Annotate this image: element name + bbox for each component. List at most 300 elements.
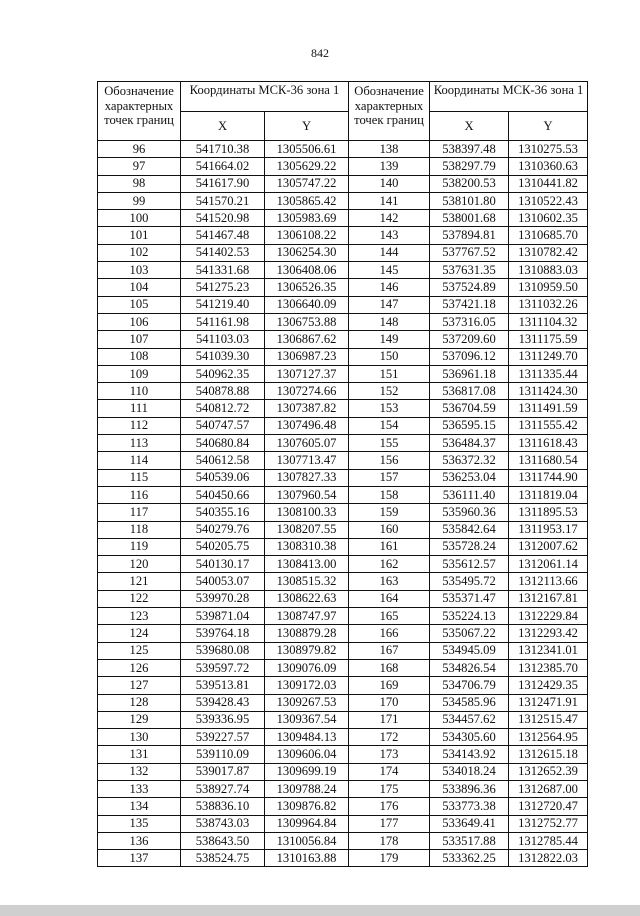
x-coordinate-right: 535371.47 (430, 590, 509, 607)
x-coordinate-left: 539680.08 (181, 642, 265, 659)
point-number-right: 161 (349, 538, 430, 555)
x-coordinate-left: 540812.72 (181, 400, 265, 417)
y-coordinate-left: 1306640.09 (265, 296, 349, 313)
x-coordinate-left: 541570.21 (181, 192, 265, 209)
point-number-right: 173 (349, 746, 430, 763)
y-coordinate-left: 1305865.42 (265, 192, 349, 209)
table-row (98, 313, 588, 330)
table-row (98, 538, 588, 555)
coordinates-header-right: Координаты МСК-36 зона 1 (430, 82, 588, 112)
table-row (98, 780, 588, 797)
x-coordinate-right: 536253.04 (430, 469, 509, 486)
x-coordinate-left: 541103.03 (181, 331, 265, 348)
y-coordinate-right: 1311953.17 (509, 521, 588, 538)
table-row (98, 486, 588, 503)
point-number-right: 149 (349, 331, 430, 348)
y-coordinate-right: 1312785.44 (509, 832, 588, 849)
point-number-left: 98 (98, 175, 181, 192)
y-coordinate-left: 1307387.82 (265, 400, 349, 417)
y-coordinate-left: 1309267.53 (265, 694, 349, 711)
x-coordinate-right: 537316.05 (430, 313, 509, 330)
x-coordinate-left: 540612.58 (181, 452, 265, 469)
point-number-left: 128 (98, 694, 181, 711)
table-row (98, 625, 588, 642)
y-coordinate-left: 1307496.48 (265, 417, 349, 434)
x-coordinate-left: 539597.72 (181, 659, 265, 676)
x-coordinate-left: 539336.95 (181, 711, 265, 728)
point-number-right: 151 (349, 365, 430, 382)
point-number-right: 156 (349, 452, 430, 469)
y-coordinate-left: 1306254.30 (265, 244, 349, 261)
point-number-left: 115 (98, 469, 181, 486)
point-number-left: 126 (98, 659, 181, 676)
point-number-right: 160 (349, 521, 430, 538)
table-row (98, 694, 588, 711)
point-number-right: 163 (349, 573, 430, 590)
x-coordinate-right: 538200.53 (430, 175, 509, 192)
point-number-right: 165 (349, 608, 430, 625)
y-coordinate-right: 1312564.95 (509, 729, 588, 746)
x-coordinate-right: 534457.62 (430, 711, 509, 728)
point-number-left: 137 (98, 850, 181, 867)
y-coordinate-right: 1312429.35 (509, 677, 588, 694)
y-coordinate-left: 1309076.09 (265, 659, 349, 676)
coordinates-header-left: Координаты МСК-36 зона 1 (181, 82, 349, 112)
y-coordinate-right: 1312471.91 (509, 694, 588, 711)
table-row (98, 590, 588, 607)
x-coordinate-right: 537421.18 (430, 296, 509, 313)
x-coordinate-right: 538397.48 (430, 141, 509, 158)
table-row (98, 659, 588, 676)
point-number-right: 143 (349, 227, 430, 244)
y-coordinate-right: 1312113.66 (509, 573, 588, 590)
y-coordinate-right: 1310782.42 (509, 244, 588, 261)
table-row (98, 296, 588, 313)
table-row (98, 642, 588, 659)
x-coordinate-right: 533517.88 (430, 832, 509, 849)
point-number-right: 167 (349, 642, 430, 659)
x-coordinate-left: 541402.53 (181, 244, 265, 261)
coordinates-table (97, 81, 588, 867)
x-coordinate-left: 541520.98 (181, 210, 265, 227)
point-number-right: 152 (349, 383, 430, 400)
x-coordinate-left: 541275.23 (181, 279, 265, 296)
y-coordinate-right: 1312752.77 (509, 815, 588, 832)
x-coordinate-right: 534945.09 (430, 642, 509, 659)
point-number-right: 175 (349, 780, 430, 797)
table-row (98, 210, 588, 227)
point-number-left: 135 (98, 815, 181, 832)
x-coordinate-right: 536484.37 (430, 435, 509, 452)
point-number-right: 172 (349, 729, 430, 746)
x-coordinate-right: 534585.96 (430, 694, 509, 711)
y-coordinate-right: 1311491.59 (509, 400, 588, 417)
x-coordinate-right: 536817.08 (430, 383, 509, 400)
x-coordinate-left: 539513.81 (181, 677, 265, 694)
y-coordinate-left: 1305747.22 (265, 175, 349, 192)
y-coordinate-right: 1310360.63 (509, 158, 588, 175)
x-coordinate-left: 538836.10 (181, 798, 265, 815)
y-coordinate-right: 1312720.47 (509, 798, 588, 815)
scan-edge (0, 905, 640, 916)
table-row (98, 556, 588, 573)
x-coordinate-left: 540539.06 (181, 469, 265, 486)
point-number-left: 106 (98, 313, 181, 330)
table-row (98, 521, 588, 538)
point-number-left: 130 (98, 729, 181, 746)
y-coordinate-right: 1312687.00 (509, 780, 588, 797)
x-coordinate-right: 538101.80 (430, 192, 509, 209)
y-coordinate-right: 1312615.18 (509, 746, 588, 763)
point-number-right: 142 (349, 210, 430, 227)
x-coordinate-right: 534018.24 (430, 763, 509, 780)
y-coordinate-left: 1308979.82 (265, 642, 349, 659)
point-number-right: 144 (349, 244, 430, 261)
y-coordinate-left: 1308310.38 (265, 538, 349, 555)
x-coordinate-left: 541617.90 (181, 175, 265, 192)
x-coordinate-left: 540130.17 (181, 556, 265, 573)
x-coordinate-left: 540279.76 (181, 521, 265, 538)
y-coordinate-left: 1307960.54 (265, 486, 349, 503)
table-row (98, 573, 588, 590)
point-number-left: 103 (98, 262, 181, 279)
y-coordinate-left: 1306987.23 (265, 348, 349, 365)
x-coordinate-left: 541331.68 (181, 262, 265, 279)
y-coordinate-left: 1308515.32 (265, 573, 349, 590)
x-coordinate-left: 540962.35 (181, 365, 265, 382)
y-coordinate-right: 1311819.04 (509, 486, 588, 503)
point-number-right: 139 (349, 158, 430, 175)
y-coordinate-right: 1310685.70 (509, 227, 588, 244)
point-number-right: 148 (349, 313, 430, 330)
table-row (98, 141, 588, 158)
table-row (98, 711, 588, 728)
point-number-left: 97 (98, 158, 181, 175)
point-number-left: 117 (98, 504, 181, 521)
y-coordinate-left: 1309699.19 (265, 763, 349, 780)
x-coordinate-right: 534143.92 (430, 746, 509, 763)
point-number-right: 162 (349, 556, 430, 573)
point-number-right: 147 (349, 296, 430, 313)
x-coordinate-left: 540355.16 (181, 504, 265, 521)
y-coordinate-left: 1306408.06 (265, 262, 349, 279)
y-coordinate-right: 1311744.90 (509, 469, 588, 486)
table-row (98, 383, 588, 400)
x-coordinate-right: 533773.38 (430, 798, 509, 815)
x-coordinate-right: 535067.22 (430, 625, 509, 642)
table-row (98, 175, 588, 192)
x-coordinate-right: 534305.60 (430, 729, 509, 746)
table-row (98, 417, 588, 434)
x-coordinate-right: 535960.36 (430, 504, 509, 521)
x-coordinate-right: 534706.79 (430, 677, 509, 694)
y-coordinate-right: 1312061.14 (509, 556, 588, 573)
y-coordinate-left: 1309484.13 (265, 729, 349, 746)
y-coordinate-right: 1312652.39 (509, 763, 588, 780)
point-number-right: 179 (349, 850, 430, 867)
y-coordinate-left: 1308413.00 (265, 556, 349, 573)
point-number-left: 114 (98, 452, 181, 469)
y-coordinate-left: 1307713.47 (265, 452, 349, 469)
y-coordinate-right: 1311104.32 (509, 313, 588, 330)
point-number-right: 140 (349, 175, 430, 192)
table-row (98, 331, 588, 348)
point-designation-header-right: Обозначение характерных точек границ (349, 82, 430, 141)
x-coordinate-left: 540450.66 (181, 486, 265, 503)
y-coordinate-right: 1312385.70 (509, 659, 588, 676)
y-coordinate-left: 1308622.63 (265, 590, 349, 607)
point-number-right: 141 (349, 192, 430, 209)
point-number-left: 132 (98, 763, 181, 780)
x-coordinate-left: 539871.04 (181, 608, 265, 625)
table-row (98, 365, 588, 382)
point-number-left: 105 (98, 296, 181, 313)
y-coordinate-right: 1312167.81 (509, 590, 588, 607)
x-coordinate-left: 539428.43 (181, 694, 265, 711)
point-number-right: 164 (349, 590, 430, 607)
x-coordinate-left: 540053.07 (181, 573, 265, 590)
x-coordinate-left: 541161.98 (181, 313, 265, 330)
table-row (98, 798, 588, 815)
x-coordinate-left: 540747.57 (181, 417, 265, 434)
y-coordinate-left: 1308100.33 (265, 504, 349, 521)
x-coordinate-left: 541039.30 (181, 348, 265, 365)
x-coordinate-right: 533649.41 (430, 815, 509, 832)
x-coordinate-right: 537631.35 (430, 262, 509, 279)
y-coordinate-left: 1309172.03 (265, 677, 349, 694)
x-coordinate-left: 539764.18 (181, 625, 265, 642)
x-coordinate-left: 541710.38 (181, 141, 265, 158)
y-coordinate-right: 1311032.26 (509, 296, 588, 313)
table-row (98, 400, 588, 417)
x-coordinate-left: 538743.03 (181, 815, 265, 832)
x-coordinate-right: 537894.81 (430, 227, 509, 244)
y-coordinate-right: 1310883.03 (509, 262, 588, 279)
y-coordinate-left: 1306526.35 (265, 279, 349, 296)
y-header-left: Y (265, 112, 349, 141)
x-coordinate-left: 540680.84 (181, 435, 265, 452)
point-number-left: 123 (98, 608, 181, 625)
x-coordinate-right: 537096.12 (430, 348, 509, 365)
table-header (98, 82, 588, 141)
y-coordinate-right: 1310602.35 (509, 210, 588, 227)
point-number-left: 102 (98, 244, 181, 261)
x-coordinate-right: 535224.13 (430, 608, 509, 625)
table-row (98, 729, 588, 746)
table-row (98, 815, 588, 832)
point-number-right: 166 (349, 625, 430, 642)
y-coordinate-left: 1309876.82 (265, 798, 349, 815)
point-number-right: 170 (349, 694, 430, 711)
y-coordinate-left: 1306753.88 (265, 313, 349, 330)
x-coordinate-right: 536704.59 (430, 400, 509, 417)
x-coordinate-left: 540205.75 (181, 538, 265, 555)
y-coordinate-left: 1305983.69 (265, 210, 349, 227)
y-coordinate-right: 1312007.62 (509, 538, 588, 555)
y-coordinate-right: 1311335.44 (509, 365, 588, 382)
table-row (98, 469, 588, 486)
point-designation-header-left: Обозначение характерных точек границ (98, 82, 181, 141)
table-body (98, 141, 588, 867)
y-coordinate-right: 1310275.53 (509, 141, 588, 158)
table-row (98, 850, 588, 867)
y-coordinate-right: 1312515.47 (509, 711, 588, 728)
y-coordinate-right: 1312822.03 (509, 850, 588, 867)
point-number-left: 111 (98, 400, 181, 417)
y-coordinate-left: 1308879.28 (265, 625, 349, 642)
table-row (98, 452, 588, 469)
point-number-right: 178 (349, 832, 430, 849)
y-coordinate-right: 1311175.59 (509, 331, 588, 348)
point-number-right: 146 (349, 279, 430, 296)
point-number-left: 122 (98, 590, 181, 607)
point-number-left: 127 (98, 677, 181, 694)
point-number-right: 138 (349, 141, 430, 158)
table-row (98, 279, 588, 296)
x-coordinate-right: 534826.54 (430, 659, 509, 676)
point-number-left: 108 (98, 348, 181, 365)
x-coordinate-left: 541467.48 (181, 227, 265, 244)
point-number-right: 171 (349, 711, 430, 728)
y-coordinate-left: 1309606.04 (265, 746, 349, 763)
point-number-right: 153 (349, 400, 430, 417)
point-number-left: 119 (98, 538, 181, 555)
point-number-right: 177 (349, 815, 430, 832)
table-row (98, 504, 588, 521)
point-number-left: 107 (98, 331, 181, 348)
point-number-right: 155 (349, 435, 430, 452)
x-coordinate-left: 541664.02 (181, 158, 265, 175)
point-number-right: 150 (349, 348, 430, 365)
point-number-left: 134 (98, 798, 181, 815)
point-number-left: 101 (98, 227, 181, 244)
y-coordinate-right: 1311895.53 (509, 504, 588, 521)
x-coordinate-right: 536961.18 (430, 365, 509, 382)
point-number-left: 116 (98, 486, 181, 503)
point-number-left: 104 (98, 279, 181, 296)
y-coordinate-left: 1305506.61 (265, 141, 349, 158)
y-coordinate-left: 1307274.66 (265, 383, 349, 400)
y-coordinate-left: 1306108.22 (265, 227, 349, 244)
point-number-left: 99 (98, 192, 181, 209)
y-coordinate-right: 1312293.42 (509, 625, 588, 642)
y-coordinate-left: 1307827.33 (265, 469, 349, 486)
y-coordinate-right: 1310959.50 (509, 279, 588, 296)
point-number-left: 133 (98, 780, 181, 797)
point-number-right: 168 (349, 659, 430, 676)
x-coordinate-right: 533896.36 (430, 780, 509, 797)
point-number-left: 110 (98, 383, 181, 400)
point-number-right: 158 (349, 486, 430, 503)
x-coordinate-right: 538297.79 (430, 158, 509, 175)
y-coordinate-right: 1310522.43 (509, 192, 588, 209)
point-number-left: 120 (98, 556, 181, 573)
x-coordinate-right: 535495.72 (430, 573, 509, 590)
point-number-left: 131 (98, 746, 181, 763)
table-row (98, 677, 588, 694)
point-number-right: 159 (349, 504, 430, 521)
y-coordinate-right: 1311555.42 (509, 417, 588, 434)
y-coordinate-right: 1312229.84 (509, 608, 588, 625)
x-coordinate-left: 539227.57 (181, 729, 265, 746)
y-coordinate-left: 1309367.54 (265, 711, 349, 728)
y-coordinate-left: 1306867.62 (265, 331, 349, 348)
table-row (98, 746, 588, 763)
point-number-right: 154 (349, 417, 430, 434)
point-number-left: 96 (98, 141, 181, 158)
y-coordinate-left: 1307127.37 (265, 365, 349, 382)
table-row (98, 435, 588, 452)
point-number-right: 176 (349, 798, 430, 815)
y-coordinate-left: 1307605.07 (265, 435, 349, 452)
point-number-left: 112 (98, 417, 181, 434)
x-coordinate-left: 540878.88 (181, 383, 265, 400)
y-coordinate-left: 1310163.88 (265, 850, 349, 867)
point-number-left: 136 (98, 832, 181, 849)
x-coordinate-right: 536372.32 (430, 452, 509, 469)
point-number-left: 113 (98, 435, 181, 452)
y-coordinate-left: 1310056.84 (265, 832, 349, 849)
point-number-left: 100 (98, 210, 181, 227)
table-row (98, 262, 588, 279)
y-coordinate-left: 1305629.22 (265, 158, 349, 175)
x-coordinate-right: 533362.25 (430, 850, 509, 867)
x-coordinate-left: 539970.28 (181, 590, 265, 607)
point-number-right: 157 (349, 469, 430, 486)
x-coordinate-left: 538643.50 (181, 832, 265, 849)
x-coordinate-right: 536595.15 (430, 417, 509, 434)
x-coordinate-right: 535612.57 (430, 556, 509, 573)
point-number-right: 174 (349, 763, 430, 780)
y-coordinate-left: 1309964.84 (265, 815, 349, 832)
y-coordinate-right: 1312341.01 (509, 642, 588, 659)
x-coordinate-left: 538524.75 (181, 850, 265, 867)
page-number: 842 (311, 46, 329, 60)
table-row (98, 192, 588, 209)
x-header-right: X (430, 112, 509, 141)
y-coordinate-left: 1309788.24 (265, 780, 349, 797)
y-coordinate-right: 1311424.30 (509, 383, 588, 400)
point-number-left: 125 (98, 642, 181, 659)
point-number-right: 169 (349, 677, 430, 694)
x-coordinate-right: 537209.60 (430, 331, 509, 348)
x-coordinate-left: 539110.09 (181, 746, 265, 763)
table-row (98, 608, 588, 625)
y-coordinate-left: 1308207.55 (265, 521, 349, 538)
y-coordinate-right: 1311680.54 (509, 452, 588, 469)
point-number-left: 124 (98, 625, 181, 642)
x-coordinate-right: 536111.40 (430, 486, 509, 503)
x-coordinate-right: 538001.68 (430, 210, 509, 227)
point-number-left: 109 (98, 365, 181, 382)
x-coordinate-left: 538927.74 (181, 780, 265, 797)
table-row (98, 763, 588, 780)
table-row (98, 832, 588, 849)
point-number-right: 145 (349, 262, 430, 279)
x-header-left: X (181, 112, 265, 141)
x-coordinate-left: 541219.40 (181, 296, 265, 313)
point-number-left: 118 (98, 521, 181, 538)
y-header-right: Y (509, 112, 588, 141)
x-coordinate-right: 537767.52 (430, 244, 509, 261)
table-row (98, 227, 588, 244)
table-row (98, 244, 588, 261)
y-coordinate-right: 1311618.43 (509, 435, 588, 452)
point-number-left: 121 (98, 573, 181, 590)
x-coordinate-left: 539017.87 (181, 763, 265, 780)
y-coordinate-left: 1308747.97 (265, 608, 349, 625)
y-coordinate-right: 1310441.82 (509, 175, 588, 192)
